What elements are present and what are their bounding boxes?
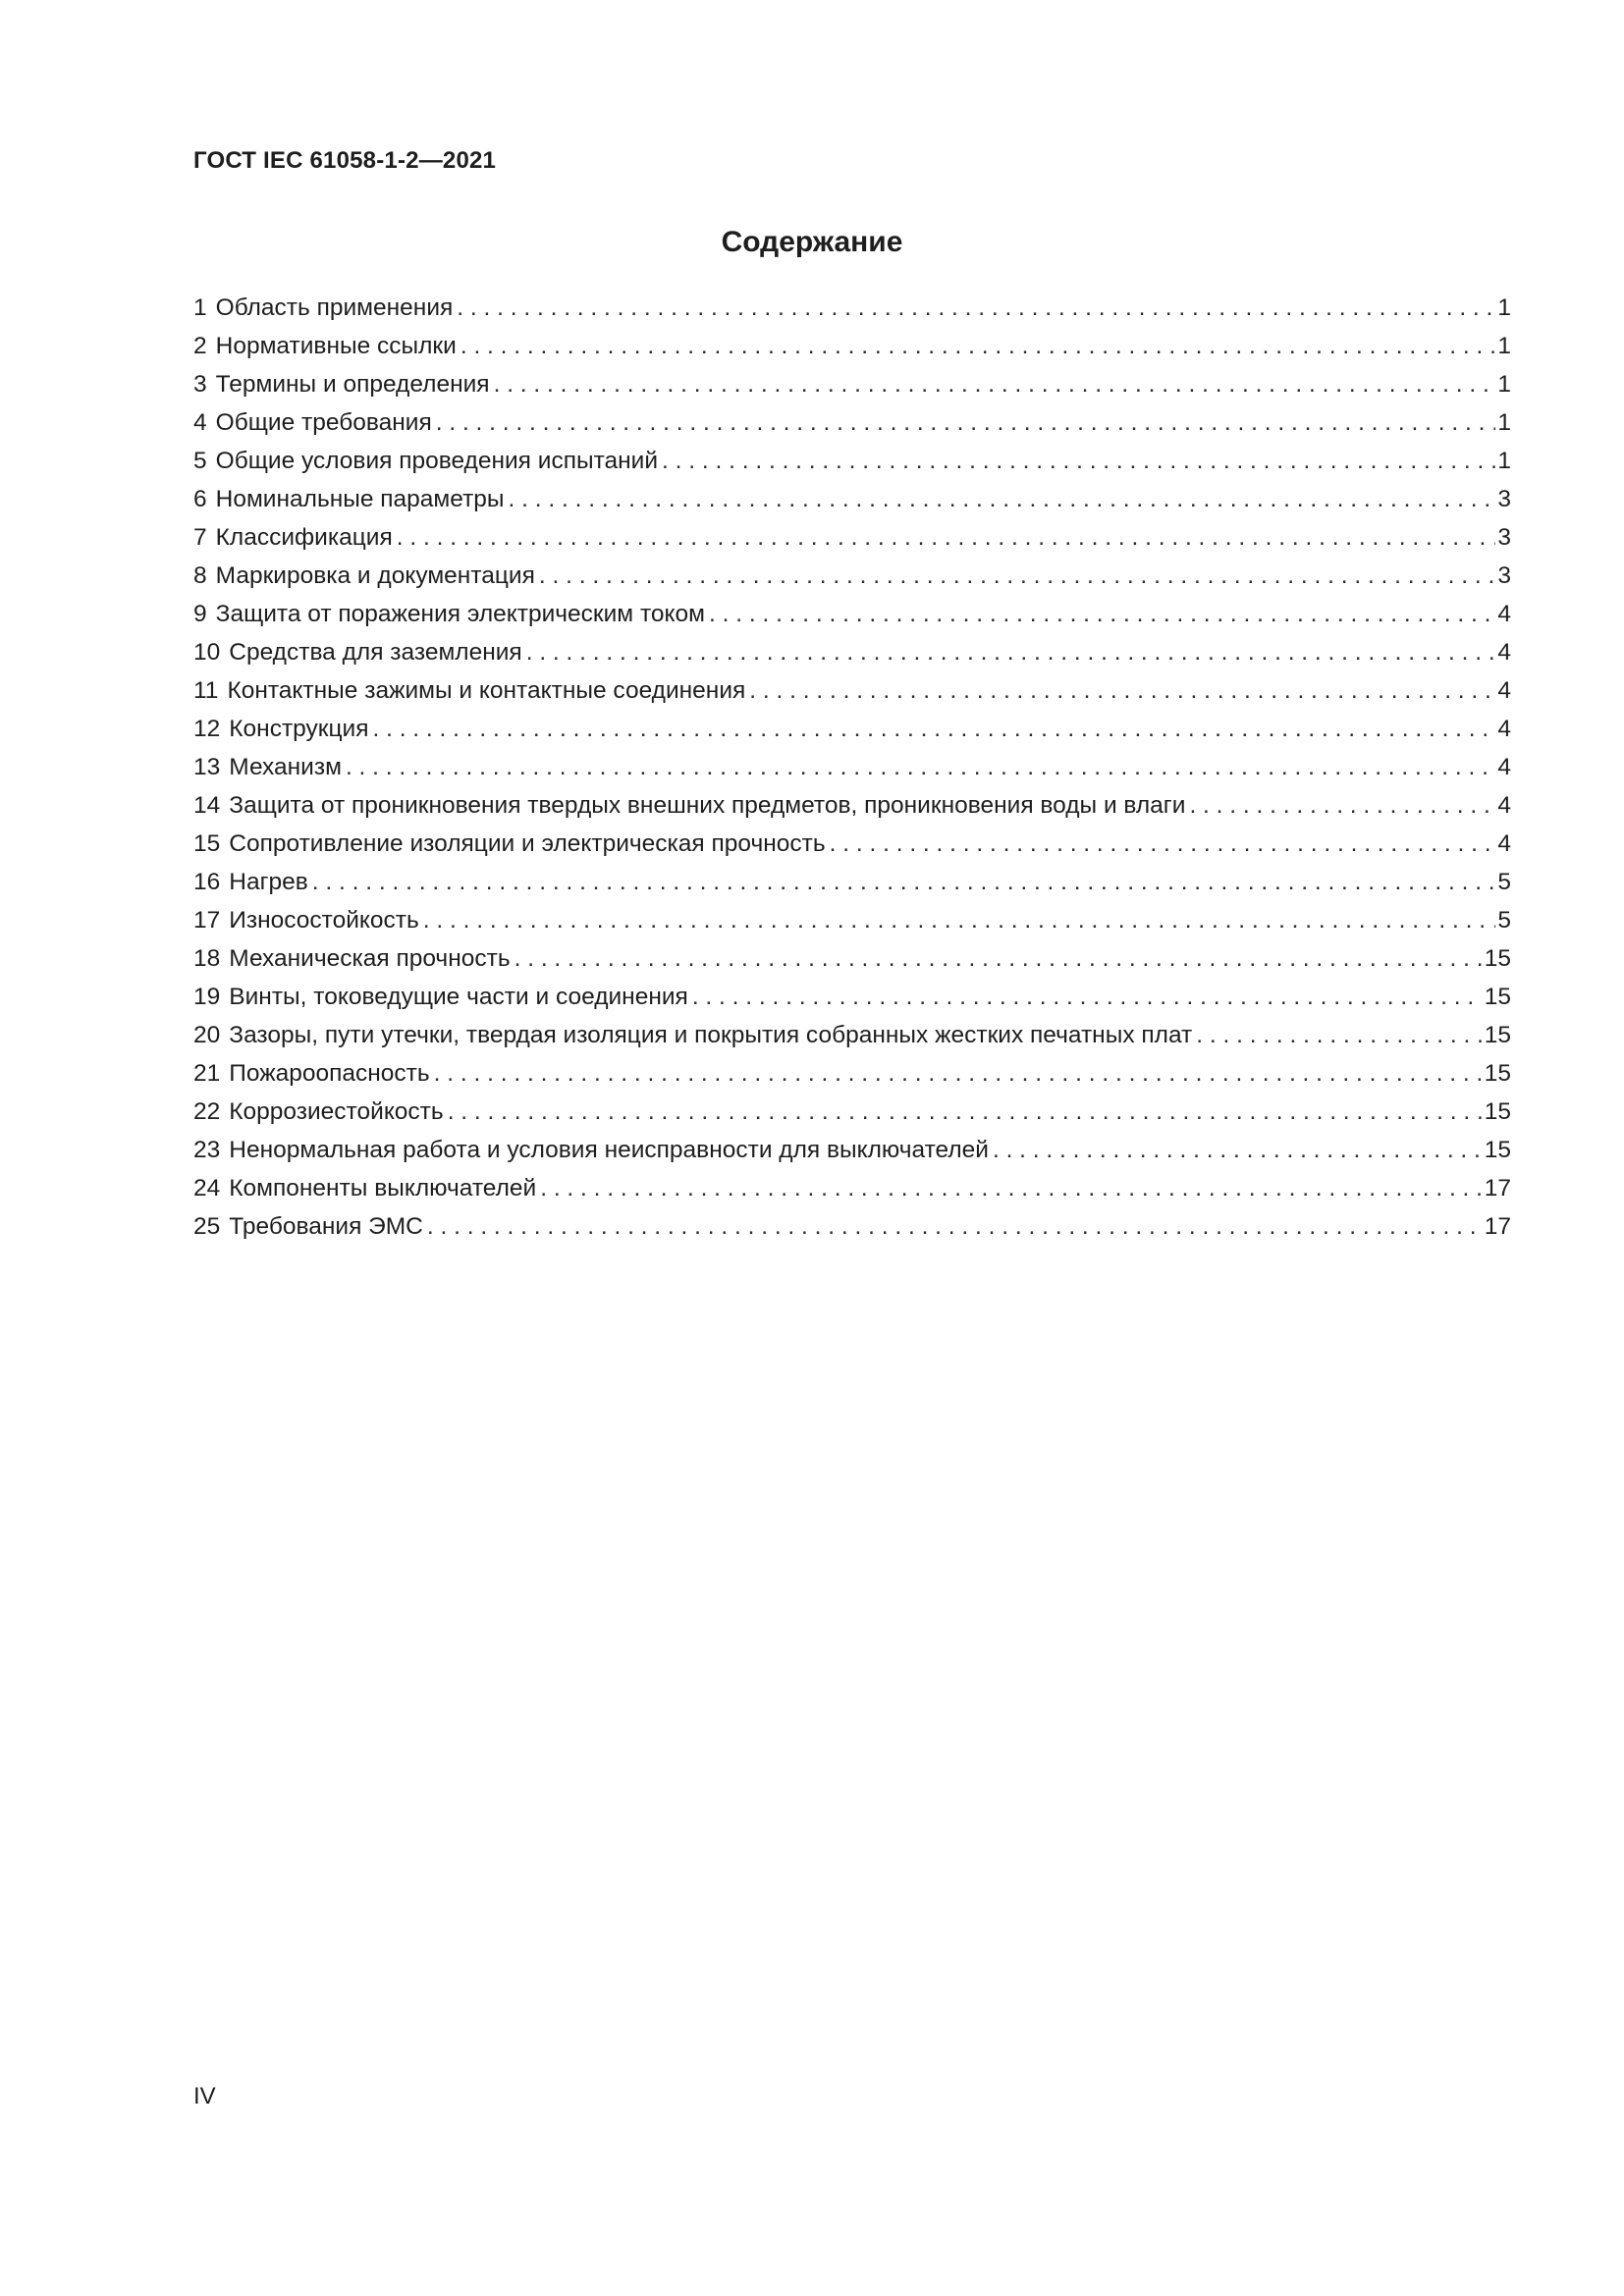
- toc-dot-leader: [368, 710, 1495, 748]
- toc-entry-page: 4: [1497, 716, 1511, 742]
- toc-entry-number: 4: [193, 409, 207, 436]
- toc-entry[interactable]: [193, 671, 1511, 710]
- toc-entry-label: Общие требования: [215, 409, 432, 436]
- toc-entry-number: 1: [193, 294, 207, 321]
- toc-entry[interactable]: [193, 1169, 1511, 1207]
- toc-entry[interactable]: [193, 748, 1511, 786]
- toc-entry-page: 5: [1497, 869, 1511, 895]
- toc-entry-label: Ненормальная работа и условия неисправности для выключателей: [229, 1137, 989, 1163]
- toc-dot-leader: [705, 595, 1495, 633]
- toc-entry[interactable]: [193, 939, 1511, 978]
- toc-entry-label: Номинальные параметры: [215, 486, 505, 512]
- toc-entry-number: 21: [193, 1060, 221, 1087]
- toc-dot-leader: [453, 289, 1495, 327]
- toc-entry-number: 2: [193, 333, 207, 359]
- toc-dot-leader: [505, 480, 1496, 518]
- toc-entry-page: 4: [1497, 830, 1511, 857]
- toc-entry-label: Износостойкость: [229, 907, 419, 934]
- toc-entry-page: 1: [1497, 294, 1511, 321]
- toc-entry-page: 15: [1484, 1022, 1511, 1048]
- toc-entry-label: Средства для заземления: [229, 639, 522, 666]
- toc-entry-page: 4: [1497, 677, 1511, 704]
- toc-entry[interactable]: [193, 595, 1511, 633]
- toc-entry-page: 4: [1497, 601, 1511, 627]
- toc-entry-page: 4: [1497, 754, 1511, 780]
- toc-dot-leader: [989, 1131, 1483, 1169]
- toc-entry-page: 1: [1497, 409, 1511, 436]
- toc-entry-label: Общие условия проведения испытаний: [215, 448, 659, 474]
- toc-entry-label: Конструкция: [229, 716, 369, 742]
- toc-entry-label: Зазоры, пути утечки, твердая изоляция и покрытия собранных жестких печатных плат: [229, 1022, 1193, 1048]
- toc-dot-leader: [658, 442, 1495, 480]
- toc-entry-label: Механизм: [229, 754, 342, 780]
- toc-dot-leader: [430, 1054, 1483, 1093]
- toc-dot-leader: [535, 557, 1495, 595]
- toc-entry-page: 3: [1497, 486, 1511, 512]
- toc-entry-page: 17: [1484, 1213, 1511, 1240]
- toc-entry-number: 14: [193, 792, 221, 819]
- toc-entry-label: Классификация: [215, 524, 393, 551]
- toc-entry-number: 8: [193, 562, 207, 589]
- toc-entry[interactable]: [193, 633, 1511, 671]
- toc-entry[interactable]: [193, 901, 1511, 939]
- toc-entry-page: 1: [1497, 333, 1511, 359]
- toc-entry-label: Нагрев: [229, 869, 308, 895]
- toc-entry-label: Защита от поражения электрическим током: [215, 601, 705, 627]
- toc-entry-label: Механическая прочность: [229, 945, 511, 972]
- toc-entry-number: 9: [193, 601, 207, 627]
- toc-entry-page: 17: [1484, 1175, 1511, 1201]
- toc-entry[interactable]: [193, 403, 1511, 442]
- toc-dot-leader: [490, 365, 1496, 403]
- toc-entry[interactable]: [193, 1207, 1511, 1246]
- toc-entry[interactable]: [193, 557, 1511, 595]
- toc-entry-page: 1: [1497, 371, 1511, 398]
- toc-entry-number: 20: [193, 1022, 221, 1048]
- toc-entry-label: Контактные зажимы и контактные соединения: [227, 677, 746, 704]
- toc-entry-label: Нормативные ссылки: [215, 333, 457, 359]
- toc-dot-leader: [1185, 786, 1495, 825]
- toc-entry-label: Коррозиестойкость: [229, 1098, 444, 1125]
- toc-dot-leader: [745, 671, 1495, 710]
- toc-entry-page: 15: [1484, 1060, 1511, 1087]
- toc-entry-number: 15: [193, 830, 221, 857]
- toc-dot-leader: [432, 403, 1496, 442]
- toc-entry[interactable]: [193, 710, 1511, 748]
- toc-entry-number: 19: [193, 984, 221, 1010]
- toc-entry-page: 4: [1497, 792, 1511, 819]
- toc-entry-label: Компоненты выключателей: [229, 1175, 537, 1201]
- toc-entry-label: Маркировка и документация: [215, 562, 535, 589]
- toc-entry-page: 3: [1497, 524, 1511, 551]
- toc-entry-label: Винты, токоведущие части и соединения: [229, 984, 688, 1010]
- toc-dot-leader: [522, 633, 1496, 671]
- toc-entry-number: 23: [193, 1137, 221, 1163]
- toc-entry-number: 13: [193, 754, 221, 780]
- toc-entry-page: 1: [1497, 448, 1511, 474]
- toc-entry[interactable]: [193, 480, 1511, 518]
- toc-title: Содержание: [721, 226, 903, 258]
- toc-entry-page: 15: [1484, 984, 1511, 1010]
- document-code-header: ГОСТ IEC 61058-1-2—2021: [193, 147, 497, 174]
- toc-entry-page: 4: [1497, 639, 1511, 666]
- toc-entry-number: 7: [193, 524, 207, 551]
- toc-dot-leader: [826, 825, 1496, 863]
- toc-entry-label: Сопротивление изоляции и электрическая прочность: [229, 830, 826, 857]
- toc-entry[interactable]: [193, 825, 1511, 863]
- toc-entry[interactable]: [193, 518, 1511, 557]
- toc-entry[interactable]: [193, 442, 1511, 480]
- toc-dot-leader: [308, 863, 1496, 901]
- page-number: IV: [193, 2083, 216, 2109]
- toc-entry[interactable]: [193, 1093, 1511, 1131]
- toc-entry-number: 6: [193, 486, 207, 512]
- toc-entry-label: Пожароопасность: [229, 1060, 430, 1087]
- toc-entry-number: 24: [193, 1175, 221, 1201]
- toc-dot-leader: [342, 748, 1495, 786]
- toc-entry-number: 11: [193, 677, 219, 704]
- toc-entry-page: 15: [1484, 1137, 1511, 1163]
- toc-entry[interactable]: [193, 786, 1511, 825]
- toc-entry[interactable]: [193, 978, 1511, 1016]
- toc-entry-number: 18: [193, 945, 221, 972]
- toc-dot-leader: [444, 1093, 1483, 1131]
- toc-entry-label: Требования ЭМС: [229, 1213, 423, 1240]
- toc-entry-page: 15: [1484, 1098, 1511, 1125]
- toc-dot-leader: [423, 1207, 1483, 1246]
- toc-entry-page: 15: [1484, 945, 1511, 972]
- toc-entry-number: 17: [193, 907, 221, 934]
- toc-entry-number: 22: [193, 1098, 221, 1125]
- toc-dot-leader: [688, 978, 1483, 1016]
- toc-dot-leader: [419, 901, 1496, 939]
- toc-dot-leader: [511, 939, 1483, 978]
- toc-entry-label: Термины и определения: [215, 371, 490, 398]
- toc-entry-number: 5: [193, 448, 207, 474]
- toc-dot-leader: [536, 1169, 1483, 1207]
- toc-entry[interactable]: [193, 365, 1511, 403]
- toc-entry-number: 25: [193, 1213, 221, 1240]
- toc-entry-label: Защита от проникновения твердых внешних предметов, проникновения воды и влаги: [229, 792, 1186, 819]
- table-of-contents: [193, 289, 1511, 1246]
- toc-entry-label: Область применения: [215, 294, 454, 321]
- toc-entry[interactable]: [193, 1016, 1511, 1054]
- toc-dot-leader: [457, 327, 1496, 365]
- toc-entry[interactable]: [193, 1131, 1511, 1169]
- toc-entry-number: 3: [193, 371, 207, 398]
- toc-entry-number: 12: [193, 716, 221, 742]
- toc-entry-page: 3: [1497, 562, 1511, 589]
- toc-entry[interactable]: [193, 289, 1511, 327]
- toc-dot-leader: [393, 518, 1496, 557]
- toc-entry[interactable]: [193, 1054, 1511, 1093]
- toc-entry-number: 10: [193, 639, 221, 666]
- toc-dot-leader: [1192, 1016, 1482, 1054]
- toc-entry[interactable]: [193, 327, 1511, 365]
- toc-entry-number: 16: [193, 869, 221, 895]
- toc-entry-page: 5: [1497, 907, 1511, 934]
- toc-entry[interactable]: [193, 863, 1511, 901]
